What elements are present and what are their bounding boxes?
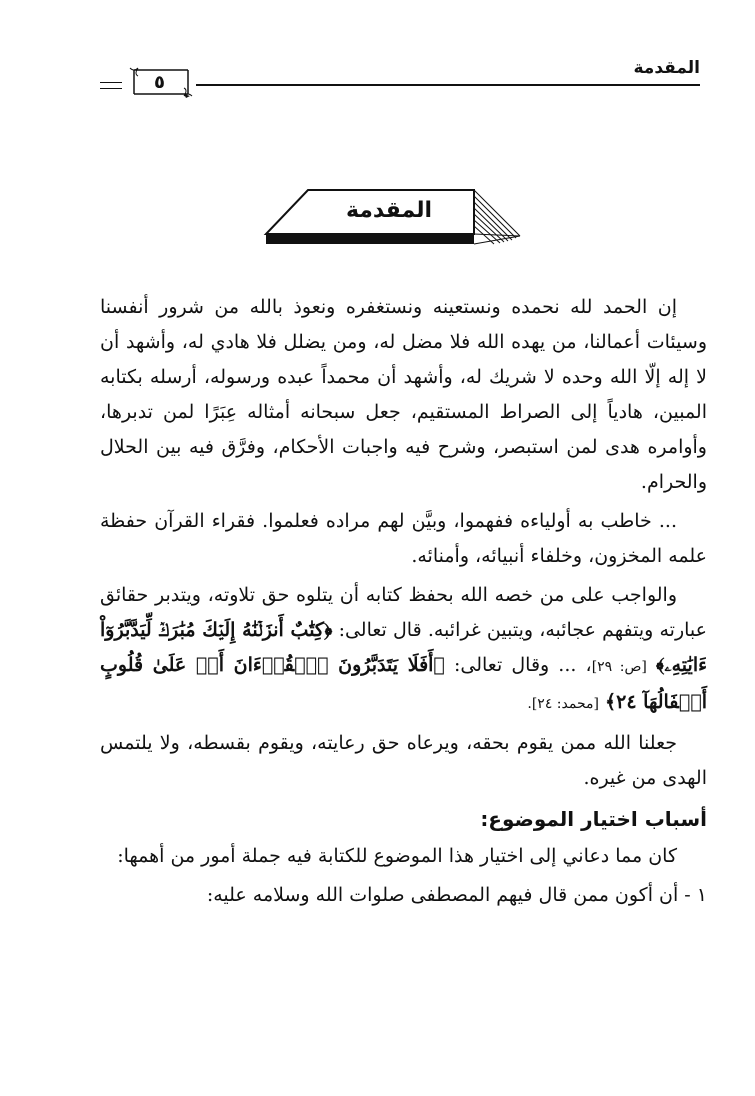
paragraph-opening: إن الحمد لله نحمده ونستعينه ونستغفره ونعوذ بالله من شرور أنفسنا وسيئات أعمالنا، من يهده الله فلا مضل له، ومن يضلل فلا هادي له، وأشهد أن لا إله إلّا الله وحده لا شريك له، وأشهد أن محمداً عبده ورسوله، أرسله بكتابه المبين، هادياً إلى الصراط المستقيم، جعل سبحانه أمثاله عِبَرًا لمن تدبرها، وأوامره هدى لمن استبصر، وشرح فيه واجبات الأحكام، وفرَّق فيه بين الحلال والحرام. [100,296,707,493]
page-number-ornament [128,66,194,98]
ref-muhammad-24: [محمد: ٢٤]. [527,696,599,712]
ref-sad-29: [ص: ٢٩] [591,659,647,675]
running-header [100,52,700,104]
paragraph-duty [100,578,707,722]
paragraph-quran-readers: ... خاطب به أولياءه ففهموا، وبيَّن لهم مراده فعلموا. فقراء القرآن حفظة علمه المخزون، وخلفاء أنبيائه، وأمنائه. [100,510,707,567]
paragraph-reasons-intro: كان مما دعاني إلى اختيار هذا الموضوع للكتابة فيه جملة أمور من أهمها: [117,845,677,867]
chapter-title: المقدمة [345,198,433,223]
running-header-title: المقدمة [633,58,700,78]
duty-text-2: ، ... وقال تعالى: [453,654,592,676]
paragraph-prayer: جعلنا الله ممن يقوم بحقه، ويرعاه حق رعايته، ويقوم بقسطه، ولا يلتمس الهدى من غيره. [100,732,707,789]
chapter-title-banner [262,186,524,248]
page-number: ٥ [154,72,165,93]
header-double-rule [100,82,122,89]
ayah-sad-29: ﴿كِتَٰبٌ أَنزَلۡنَٰهُ إِلَيۡكَ مُبَٰرَكٞ لِّيَدَّبَّرُوٓاْ ءَايَٰتِهِۦ﴾ [100,619,708,676]
section-heading-reasons: أسباب اختيار الموضوع: [480,807,707,831]
ayah-muhammad-24: ﴿أَفَلَا يَتَدَبَّرُونَ ٱلۡقُرۡءَانَ أَمۡ عَلَىٰ قُلُوبٍ أَقۡفَالُهَآ ٢٤﴾ [100,654,707,713]
duty-text: والواجب على من خصه الله بحفظ كتابه أن يتلوه حق تلاوته، ويتدبر حقائق عبارته ويتفهم عجائبه، ويتبين غرائبه. قال تعالى: [100,584,707,641]
header-rule [196,84,700,86]
main-text [100,290,707,917]
list-item-1: ١ - أن أكون ممن قال فيهم المصطفى صلوات الله وسلامه عليه: [206,884,707,906]
